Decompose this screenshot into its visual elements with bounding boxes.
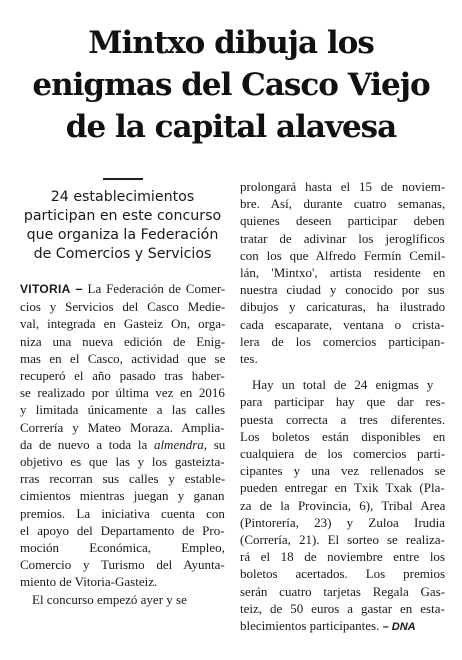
body-line: y limitada únicamente a las calles: [20, 402, 226, 418]
body-line: prolongará hasta el 15 de noviem-: [240, 179, 446, 194]
body-text: da de nuevo a toda la: [20, 436, 148, 452]
body-line: Hay un total de 24 enigmas y: [252, 377, 434, 393]
body-line: cipantes y una vez rellenados se: [240, 463, 446, 479]
subhead-line: participan en este concurso: [23, 208, 222, 224]
body-line: Comercio y Turismo del Ayunta-: [20, 557, 225, 573]
headline-line: de la capital alavesa: [65, 109, 397, 145]
body-line: tes.: [240, 351, 258, 367]
headline-line: Mintxo dibuja los: [88, 25, 374, 61]
body-line: rá el 18 de noviembre entre los: [240, 549, 445, 565]
body-line: cada escaparate, ventana o crista-: [240, 316, 445, 332]
subhead-line: 24 establecimientos: [50, 189, 195, 205]
body-line: (Correría, 21). El sorteo se realiza-: [240, 532, 445, 548]
body-line: quienes deseen participar deben: [240, 213, 445, 229]
body-line: rras recorran sus calles y estable-: [20, 471, 226, 487]
body-line: se realizado por última vez en 2016: [20, 385, 225, 401]
body-line: premios. La iniciativa cuenta con: [20, 505, 225, 521]
body-line: el apoyo del Departamento de Pro-: [20, 522, 225, 538]
body-line: pueden entregar en Txik Txak (Pla-: [240, 480, 445, 496]
headline: [8, 22, 454, 148]
body-line: lera de los comercios participan-: [240, 333, 445, 349]
body-line: Los boletos están disponibles en: [240, 428, 446, 444]
body-line: [20, 280, 225, 298]
body-line: dibujos y caricaturas, ha ilustrado: [240, 299, 446, 315]
subheadline: [20, 178, 225, 264]
body-line: za de la Provincia, 6), Tribal Area: [240, 497, 446, 513]
body-line: serán cuatro tarjetas Regala Gas-: [240, 583, 446, 599]
paragraph-gap: [240, 367, 445, 376]
dateline: VITORIA: [20, 282, 71, 296]
headline-line: enigmas del Casco Viejo: [32, 67, 430, 103]
body-text: blecimientos participantes.: [240, 618, 380, 634]
body-line: bre. Así, durante cuatro semanas,: [240, 196, 446, 212]
article-body-col1: [20, 280, 225, 608]
article-body-col2: [240, 178, 445, 636]
column-right: [240, 178, 445, 636]
body-line: niza una nueva edición de Enig-: [20, 333, 226, 349]
body-line: lán, 'Mintxo', artista residente en: [240, 265, 446, 281]
body-line: Correría y Mateo Moraza. Amplia-: [20, 419, 225, 435]
body-line: boletos acertados. Los premios: [240, 566, 446, 582]
body-line: [240, 617, 445, 636]
body-line: cios y Servicios del Casco Medie-: [20, 299, 226, 315]
body-line: con los que Alfredo Fermín Cemil-: [240, 247, 446, 263]
subhead-line: de Comercios y Servicios: [33, 246, 212, 262]
body-line: El concurso empezó ayer y se: [32, 591, 187, 607]
body-line: cualquiera de los comercios parti-: [240, 446, 446, 462]
body-line: moción Económica, Empleo,: [20, 540, 225, 556]
body-line: puesta correcta a tres diferentes.: [240, 411, 446, 427]
body-line: para participar hay que dar res-: [240, 394, 446, 410]
body-line: recuperó el año pasado tras haber-: [20, 368, 225, 384]
body-line: nuestra ciudad y conocido por sus: [240, 282, 445, 298]
subhead-rule: [103, 178, 143, 180]
body-line: objetivo es que las y los gasteizta-: [20, 454, 225, 470]
body-text: La Federación de Comer-: [87, 281, 226, 296]
column-left: [20, 178, 225, 608]
body-text: , su: [203, 436, 226, 452]
body-line: val, integrada en Gasteiz On, orga-: [20, 316, 226, 332]
body-line: (Pintorería, 23) y Zuloa Irudia: [240, 514, 446, 530]
body-line: [20, 436, 225, 453]
body-line: mas en el Casco, actividad que se: [20, 350, 226, 366]
dateline-dash: –: [75, 281, 83, 296]
body-line: cimientos mientras juegan y ganan: [20, 488, 225, 504]
subhead-line: que organiza la Federación: [26, 227, 219, 243]
italic-word: almendra: [153, 436, 204, 452]
body-line: miento de Vitoria-Gasteiz.: [20, 574, 158, 590]
body-line: tratar de adivinar los jeroglíficos: [240, 230, 445, 246]
body-line: teiz, de 50 euros a gastar en esta-: [240, 600, 445, 616]
signature: – DNA: [382, 621, 416, 634]
